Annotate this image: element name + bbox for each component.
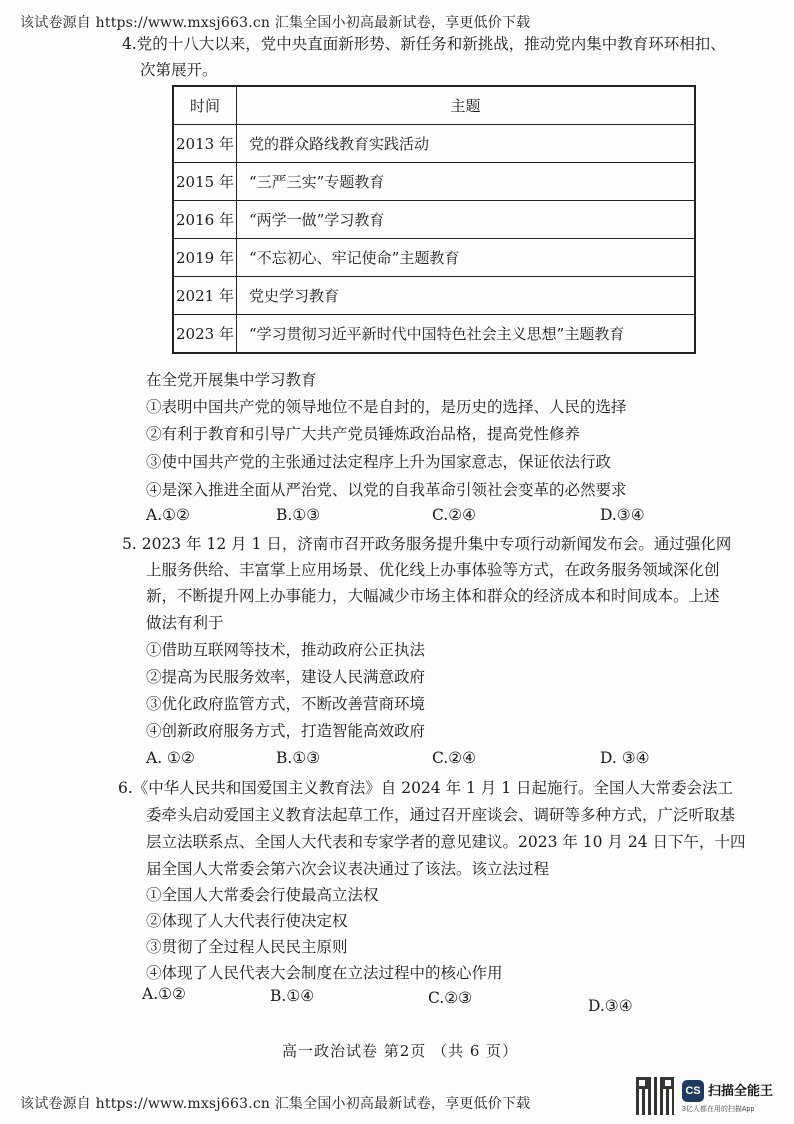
q5-option-c[interactable]: C.②④ [432, 749, 477, 767]
q4-lead: 在全党开展集中学习教育 [146, 371, 317, 389]
q6-option-c[interactable]: C.②③ [428, 989, 473, 1007]
q4-stem-line2: 次第展开。 [140, 61, 218, 79]
q5-item-3: ③优化政府监管方式，不断改善营商环境 [146, 695, 426, 713]
table-header-row [173, 86, 695, 125]
footer-watermark: 该试卷源自 https://www.mxsj663.cn 汇集全国小初高最新试卷，享更低价下载 [20, 1096, 531, 1112]
table-row [173, 125, 695, 163]
q5-stem-line3: 新，不断提升网上办事能力，大幅减少市场主体和群众的经济成本和时间成本。上述 [146, 587, 720, 605]
q5-option-d[interactable]: D. ③④ [600, 749, 650, 767]
q4-item-2: ②有利于教育和引导广大共产党员锤炼政治品格，提高党性修养 [146, 425, 581, 443]
table-cell-theme: “不忘初心、牢记使命”主题教育 [237, 239, 696, 277]
q5-item-4: ④创新政府服务方式，打造智能高效政府 [146, 722, 426, 740]
scanner-tagline: 3亿人都在用的扫描App [682, 1106, 755, 1113]
q6-item-3: ③贯彻了全过程人民民主原则 [146, 938, 348, 956]
q4-option-a[interactable]: A.①② [146, 506, 190, 524]
table-cell-theme: 党的群众路线教育实践活动 [237, 125, 696, 163]
table-cell-year: 2019 年 [173, 239, 237, 277]
table-cell-year: 2016 年 [173, 201, 237, 239]
table-row [173, 163, 695, 201]
q4-option-c[interactable]: C.②④ [432, 506, 477, 524]
q6-stem-line3: 层立法联系点、全国人大代表和专家学者的意见建议。2023 年 10 月 24 日下午，十四 [146, 833, 746, 851]
q6-stem-line4: 届全国人大常委会第六次会议表决通过了该法。该立法过程 [146, 860, 550, 878]
q5-stem-line2: 上服务供给、丰富掌上应用场景、优化线上办事体验等方式，在政务服务领域深化创 [146, 561, 720, 579]
header-watermark: 该试卷源自 https://www.mxsj663.cn 汇集全国小初高最新试卷，享更低价下载 [20, 15, 531, 31]
table-row [173, 277, 695, 315]
q6-option-b[interactable]: B.①④ [270, 987, 315, 1005]
table-row [173, 315, 695, 354]
table-row [173, 239, 695, 277]
page-footer-label: 高一政治试卷 第2页 （共 6 页） [282, 1042, 519, 1060]
q6-stem-line2: 委牵头启动爱国主义教育法起草工作，通过召开座谈会、调研等多种方式，广泛听取基 [146, 806, 736, 824]
q4-option-d[interactable]: D.③④ [600, 506, 645, 524]
q4-option-b[interactable]: B.①③ [276, 506, 321, 524]
q5-stem-line1: 5. 2023 年 12 月 1 日，济南市召开政务服务提升集中专项行动新闻发布会。通过强化网 [122, 535, 732, 553]
table-cell-theme: “三严三实”专题教育 [237, 163, 696, 201]
camscanner-logo-icon: CS [682, 1080, 704, 1102]
q6-option-a[interactable]: A.①② [142, 985, 186, 1003]
table-cell-year: 2023 年 [173, 315, 237, 354]
table-cell-year: 2013 年 [173, 125, 237, 163]
table-header-time: 时间 [173, 86, 237, 125]
q4-item-1: ①表明中国共产党的领导地位不是自封的，是历史的选择、人民的选择 [146, 398, 627, 416]
q6-item-2: ②体现了人大代表行使决定权 [146, 912, 348, 930]
table-cell-theme: “两学一做”学习教育 [237, 201, 696, 239]
q4-stem-line1: 4.党的十八大以来，党中央直面新形势、新任务和新挑战，推动党内集中教育环环相扣、 [122, 35, 726, 53]
q5-option-a[interactable]: A. ①② [146, 749, 195, 767]
q6-option-d[interactable]: D.③④ [588, 997, 633, 1015]
q6-stem-line1: 6.《中华人民共和国爱国主义教育法》自 2024 年 1 月 1 日起施行。全国人大常委会法工 [118, 779, 734, 797]
table-cell-year: 2021 年 [173, 277, 237, 315]
qr-code-icon [636, 1077, 674, 1115]
table-cell-theme: “学习贯彻习近平新时代中国特色社会主义思想”主题教育 [237, 315, 696, 354]
scanner-app-name: 扫描全能王 [708, 1083, 774, 1098]
q4-item-3: ③使中国共产党的主张通过法定程序上升为国家意志，保证依法行政 [146, 453, 612, 471]
table-cell-year: 2015 年 [173, 163, 237, 201]
table-cell-theme: 党史学习教育 [237, 277, 696, 315]
q5-option-b[interactable]: B.①③ [276, 749, 321, 767]
q6-item-1: ①全国人大常委会行使最高立法权 [146, 886, 379, 904]
table-row [173, 201, 695, 239]
q6-item-4: ④体现了人民代表大会制度在立法过程中的核心作用 [146, 964, 503, 982]
q5-item-2: ②提高为民服务效率，建设人民满意政府 [146, 668, 426, 686]
q5-stem-line4: 做法有利于 [146, 614, 224, 632]
q4-table [172, 85, 696, 354]
q5-item-1: ①借助互联网等技术，推动政府公正执法 [146, 641, 426, 659]
q4-item-4: ④是深入推进全面从严治党、以党的自我革命引领社会变革的必然要求 [146, 481, 627, 499]
table-header-theme: 主题 [237, 86, 696, 125]
